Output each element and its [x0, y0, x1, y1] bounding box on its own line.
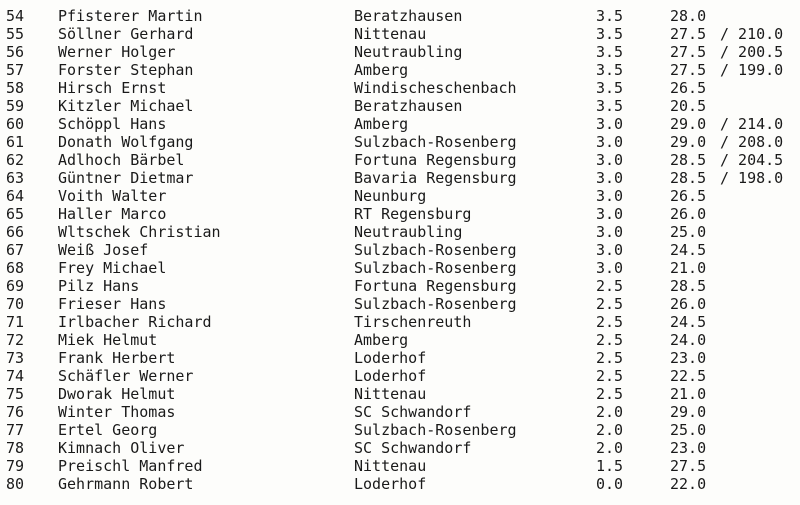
rank: 63 — [6, 169, 25, 187]
club-name: Loderhof — [354, 349, 427, 367]
secondary-tiebreak: / 198.0 — [720, 169, 784, 187]
club-name: Sulzbach-Rosenberg — [354, 241, 517, 259]
points: 3.5 — [596, 25, 624, 43]
player-name: Schöppl Hans — [58, 115, 167, 133]
player-name: Güntner Dietmar — [58, 169, 194, 187]
player-name: Irlbacher Richard — [58, 313, 212, 331]
tiebreak-score: 26.5 — [670, 187, 707, 205]
player-name: Donath Wolfgang — [58, 133, 194, 151]
points: 3.0 — [596, 241, 624, 259]
tiebreak-score: 24.0 — [670, 331, 707, 349]
rank: 54 — [6, 7, 25, 25]
points: 2.0 — [596, 403, 624, 421]
standings-row — [0, 475, 800, 493]
points: 1.5 — [596, 457, 624, 475]
tiebreak-score: 22.0 — [670, 475, 707, 493]
player-name: Frey Michael — [58, 259, 167, 277]
secondary-tiebreak: / 214.0 — [720, 115, 784, 133]
club-name: Beratzhausen — [354, 7, 463, 25]
player-name: Voith Walter — [58, 187, 167, 205]
points: 3.0 — [596, 133, 624, 151]
standings-row — [0, 7, 800, 25]
rank: 61 — [6, 133, 25, 151]
points: 3.5 — [596, 43, 624, 61]
club-name: Nittenau — [354, 385, 427, 403]
standings-row — [0, 385, 800, 403]
standings-list — [0, 7, 800, 493]
standings-row — [0, 79, 800, 97]
club-name: Neunburg — [354, 187, 427, 205]
tiebreak-score: 29.0 — [670, 403, 707, 421]
club-name: Sulzbach-Rosenberg — [354, 133, 517, 151]
standings-row — [0, 421, 800, 439]
points: 3.0 — [596, 223, 624, 241]
player-name: Dworak Helmut — [58, 385, 176, 403]
standings-row — [0, 223, 800, 241]
tiebreak-score: 27.5 — [670, 25, 707, 43]
points: 2.0 — [596, 421, 624, 439]
player-name: Miek Helmut — [58, 331, 158, 349]
tiebreak-score: 25.0 — [670, 421, 707, 439]
tiebreak-score: 27.5 — [670, 61, 707, 79]
points: 2.5 — [596, 295, 624, 313]
points: 3.0 — [596, 259, 624, 277]
tiebreak-score: 27.5 — [670, 457, 707, 475]
standings-row — [0, 187, 800, 205]
standings-row — [0, 313, 800, 331]
club-name: Amberg — [354, 115, 409, 133]
player-name: Winter Thomas — [58, 403, 176, 421]
club-name: Nittenau — [354, 457, 427, 475]
tiebreak-score: 26.5 — [670, 79, 707, 97]
club-name: Neutraubling — [354, 223, 463, 241]
tiebreak-score: 25.0 — [670, 223, 707, 241]
tiebreak-score: 21.0 — [670, 385, 707, 403]
rank: 78 — [6, 439, 25, 457]
club-name: Loderhof — [354, 367, 427, 385]
standings-row — [0, 169, 800, 187]
tiebreak-score: 26.0 — [670, 205, 707, 223]
standings-row — [0, 151, 800, 169]
rank: 64 — [6, 187, 25, 205]
rank: 62 — [6, 151, 25, 169]
player-name: Gehrmann Robert — [58, 475, 194, 493]
standings-row — [0, 367, 800, 385]
points: 2.5 — [596, 367, 624, 385]
points: 2.5 — [596, 277, 624, 295]
standings-row — [0, 295, 800, 313]
tiebreak-score: 24.5 — [670, 241, 707, 259]
club-name: Tirschenreuth — [354, 313, 472, 331]
rank: 71 — [6, 313, 25, 331]
club-name: Bavaria Regensburg — [354, 169, 517, 187]
player-name: Haller Marco — [58, 205, 167, 223]
points: 3.5 — [596, 61, 624, 79]
rank: 65 — [6, 205, 25, 223]
tiebreak-score: 29.0 — [670, 115, 707, 133]
rank: 76 — [6, 403, 25, 421]
standings-row — [0, 439, 800, 457]
rank: 72 — [6, 331, 25, 349]
standings-row — [0, 43, 800, 61]
rank: 79 — [6, 457, 25, 475]
standings-row — [0, 277, 800, 295]
player-name: Forster Stephan — [58, 61, 194, 79]
player-name: Frieser Hans — [58, 295, 167, 313]
secondary-tiebreak: / 208.0 — [720, 133, 784, 151]
points: 3.5 — [596, 79, 624, 97]
tiebreak-score: 28.5 — [670, 151, 707, 169]
tiebreak-score: 23.0 — [670, 439, 707, 457]
player-name: Frank Herbert — [58, 349, 176, 367]
points: 2.5 — [596, 313, 624, 331]
rank: 59 — [6, 97, 25, 115]
club-name: Loderhof — [354, 475, 427, 493]
player-name: Pilz Hans — [58, 277, 140, 295]
standings-row — [0, 241, 800, 259]
points: 2.5 — [596, 331, 624, 349]
standings-row — [0, 349, 800, 367]
club-name: Fortuna Regensburg — [354, 277, 517, 295]
player-name: Werner Holger — [58, 43, 176, 61]
club-name: Neutraubling — [354, 43, 463, 61]
tiebreak-score: 24.5 — [670, 313, 707, 331]
tiebreak-score: 21.0 — [670, 259, 707, 277]
club-name: Amberg — [354, 331, 409, 349]
standings-row — [0, 61, 800, 79]
tiebreak-score: 27.5 — [670, 43, 707, 61]
rank: 74 — [6, 367, 25, 385]
club-name: RT Regensburg — [354, 205, 472, 223]
rank: 70 — [6, 295, 25, 313]
tiebreak-score: 28.5 — [670, 277, 707, 295]
points: 3.0 — [596, 169, 624, 187]
player-name: Preischl Manfred — [58, 457, 203, 475]
player-name: Pfisterer Martin — [58, 7, 203, 25]
points: 3.5 — [596, 97, 624, 115]
points: 2.5 — [596, 349, 624, 367]
points: 2.0 — [596, 439, 624, 457]
rank: 58 — [6, 79, 25, 97]
rank: 80 — [6, 475, 25, 493]
rank: 77 — [6, 421, 25, 439]
tiebreak-score: 28.5 — [670, 169, 707, 187]
club-name: Nittenau — [354, 25, 427, 43]
secondary-tiebreak: / 204.5 — [720, 151, 784, 169]
tiebreak-score: 23.0 — [670, 349, 707, 367]
points: 3.0 — [596, 115, 624, 133]
standings-row — [0, 259, 800, 277]
points: 3.0 — [596, 205, 624, 223]
club-name: Sulzbach-Rosenberg — [354, 259, 517, 277]
rank: 66 — [6, 223, 25, 241]
points: 0.0 — [596, 475, 624, 493]
standings-row — [0, 133, 800, 151]
tiebreak-score: 22.5 — [670, 367, 707, 385]
club-name: Sulzbach-Rosenberg — [354, 295, 517, 313]
rank: 60 — [6, 115, 25, 133]
tiebreak-score: 28.0 — [670, 7, 707, 25]
club-name: Windischeschenbach — [354, 79, 517, 97]
player-name: Kitzler Michael — [58, 97, 194, 115]
points: 3.0 — [596, 151, 624, 169]
rank: 68 — [6, 259, 25, 277]
tiebreak-score: 26.0 — [670, 295, 707, 313]
rank: 67 — [6, 241, 25, 259]
secondary-tiebreak: / 200.5 — [720, 43, 784, 61]
rank: 69 — [6, 277, 25, 295]
club-name: Sulzbach-Rosenberg — [354, 421, 517, 439]
player-name: Hirsch Ernst — [58, 79, 167, 97]
standings-row — [0, 97, 800, 115]
points: 3.0 — [596, 187, 624, 205]
rank: 55 — [6, 25, 25, 43]
club-name: SC Schwandorf — [354, 439, 472, 457]
player-name: Wltschek Christian — [58, 223, 221, 241]
secondary-tiebreak: / 199.0 — [720, 61, 784, 79]
club-name: Fortuna Regensburg — [354, 151, 517, 169]
tiebreak-score: 29.0 — [670, 133, 707, 151]
player-name: Kimnach Oliver — [58, 439, 185, 457]
player-name: Adlhoch Bärbel — [58, 151, 185, 169]
standings-row — [0, 25, 800, 43]
points: 2.5 — [596, 385, 624, 403]
club-name: SC Schwandorf — [354, 403, 472, 421]
standings-row — [0, 403, 800, 421]
standings-row — [0, 115, 800, 133]
player-name: Söllner Gerhard — [58, 25, 194, 43]
standings-row — [0, 457, 800, 475]
secondary-tiebreak: / 210.0 — [720, 25, 784, 43]
player-name: Schäfler Werner — [58, 367, 194, 385]
standings-row — [0, 331, 800, 349]
rank: 57 — [6, 61, 25, 79]
standings-row — [0, 205, 800, 223]
club-name: Amberg — [354, 61, 409, 79]
club-name: Beratzhausen — [354, 97, 463, 115]
rank: 56 — [6, 43, 25, 61]
points: 3.5 — [596, 7, 624, 25]
tiebreak-score: 20.5 — [670, 97, 707, 115]
rank: 75 — [6, 385, 25, 403]
player-name: Ertel Georg — [58, 421, 158, 439]
rank: 73 — [6, 349, 25, 367]
player-name: Weiß Josef — [58, 241, 149, 259]
